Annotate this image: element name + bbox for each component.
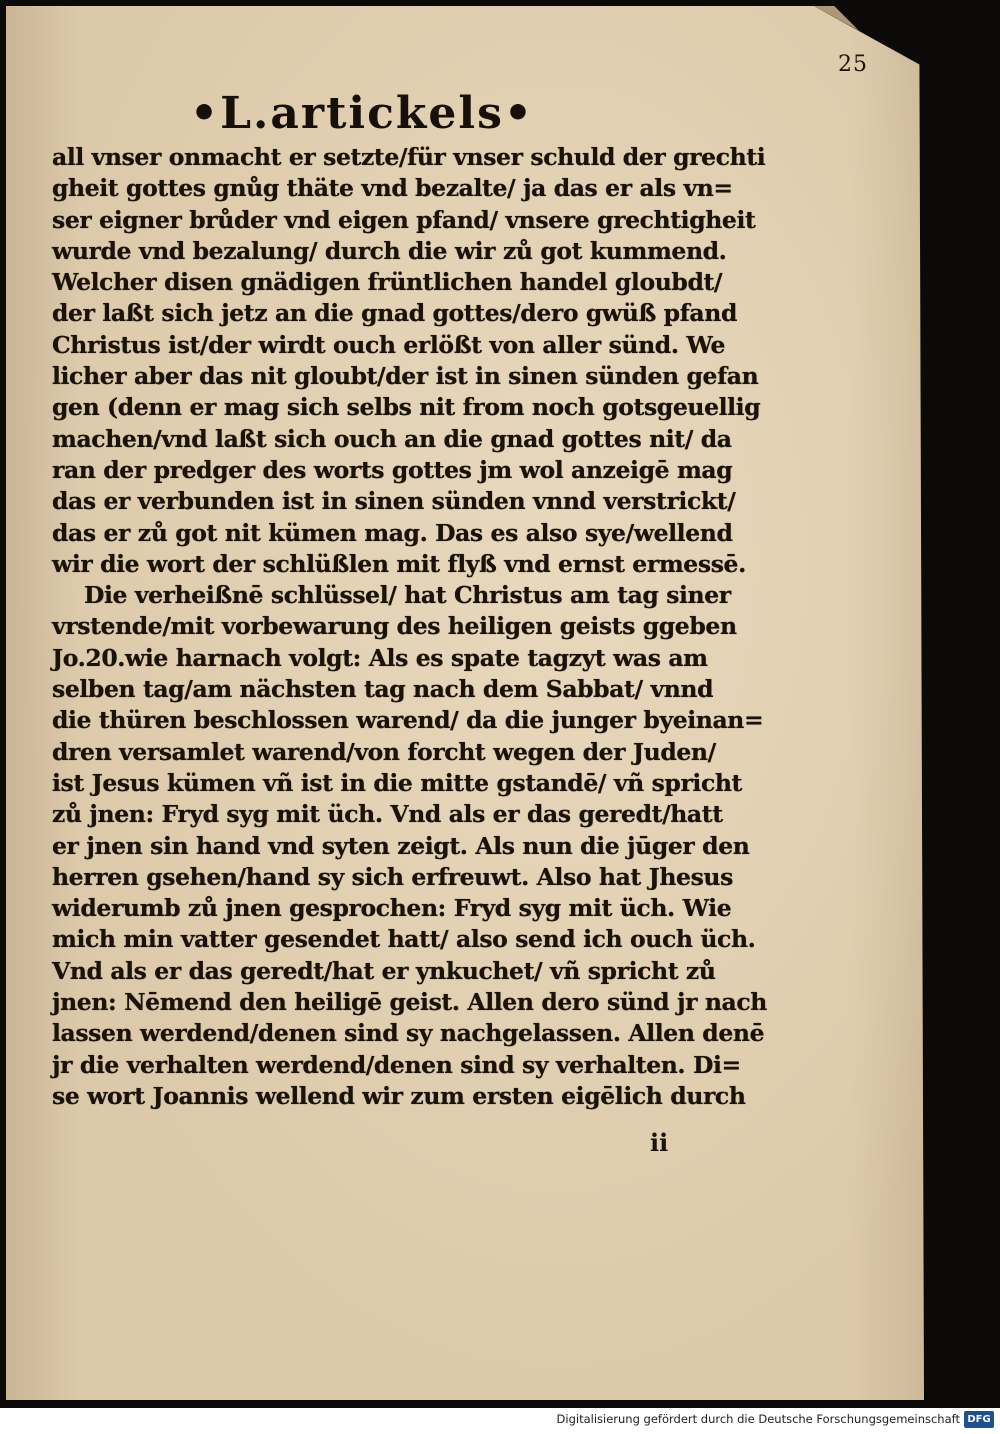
footer-credit: Digitalisierung gefördert durch die Deutsche Forschungsgemeinschaft [556,1412,960,1426]
text-line: licher aber das nit gloubt/der ist in sinen sünden gefan [52,362,759,391]
running-head: •L.artickels• [190,88,534,139]
text-line: wir die wort der schlüßlen mit flyß vnd ernst ermessē. [52,549,746,578]
text-line: Jo.20.wie harnach volgt: Als es spate tagzyt was am [52,643,708,672]
text-line: lassen werdend/denen sind sy nachgelassen. Allen denē [52,1019,765,1048]
text-line: ran der predger des worts gottes jm wol anzeigē mag [52,455,733,484]
dfg-logo-icon[interactable]: DFG [964,1411,994,1428]
text-line: Die verheißnē schlüssel/ hat Christus am tag siner [84,581,731,610]
body-text [52,142,767,1112]
text-line: jnen: Nēmend den heiligē geist. Allen dero sünd jr nach [52,988,767,1017]
text-line: selben tag/am nächsten tag nach dem Sabbat/ vnnd [52,675,714,704]
text-line: gheit gottes gnůg thäte vnd bezalte/ ja das er als vn= [52,174,733,203]
text-line: ser eigner brůder vnd eigen pfand/ vnsere grechtigheit [52,205,756,234]
text-line: der laßt sich jetz an die gnad gottes/dero gwüß pfand [52,299,737,328]
text-line: all vnser onmacht er setzte/für vnser schuld der grechti [52,143,766,171]
text-line: mich min vatter gesendet hatt/ also send ich ouch üch. [52,925,756,954]
text-line: dren versamlet warend/von forcht wegen der Juden/ [52,737,716,766]
footer [0,1408,1000,1434]
text-line: machen/vnd laßt sich ouch an die gnad gottes nit/ da [52,424,732,453]
text-line: jr die verhalten werdend/denen sind sy verhalten. Di= [52,1050,741,1079]
text-line: herren gsehen/hand sy sich erfreuwt. Also hat Jhesus [52,862,733,891]
text-line: das er verbunden ist in sinen sünden vnnd verstrickt/ [52,487,736,516]
text-line: die thüren beschlossen warend/ da die junger byeinan= [52,706,764,735]
text-line: das er zů got nit kümen mag. Das es also sye/wellend [52,518,733,547]
text-line: vrstende/mit vorbewarung des heiligen geists ggeben [52,612,737,641]
text-line: Vnd als er das geredt/hat er ynkuchet/ vñ spricht zů [52,956,716,985]
text-line: Christus ist/der wirdt ouch erlößt von aller sünd. We [52,330,726,359]
text-line: widerumb zů jnen gesprochen: Fryd syg mit üch. Wie [52,894,732,923]
text-line: zů jnen: Fryd syg mit üch. Vnd als er das geredt/hatt [52,800,723,829]
folio-number: 25 [838,52,868,77]
signature-mark: ii [650,1128,669,1157]
text-line: er jnen sin hand vnd syten zeigt. Als nun die jūger den [52,831,750,860]
text-line: wurde vnd bezalung/ durch die wir zů got kummend. [52,236,727,265]
text-line: gen (denn er mag sich selbs nit from noch gotsgeuellig [52,393,761,422]
text-line: ist Jesus kümen vñ ist in die mitte gstandē/ vñ spricht [52,768,742,797]
text-line: se wort Joannis wellend wir zum ersten eigēlich durch [52,1081,746,1110]
text-line: Welcher disen gnädigen früntlichen handel gloubdt/ [52,268,723,297]
